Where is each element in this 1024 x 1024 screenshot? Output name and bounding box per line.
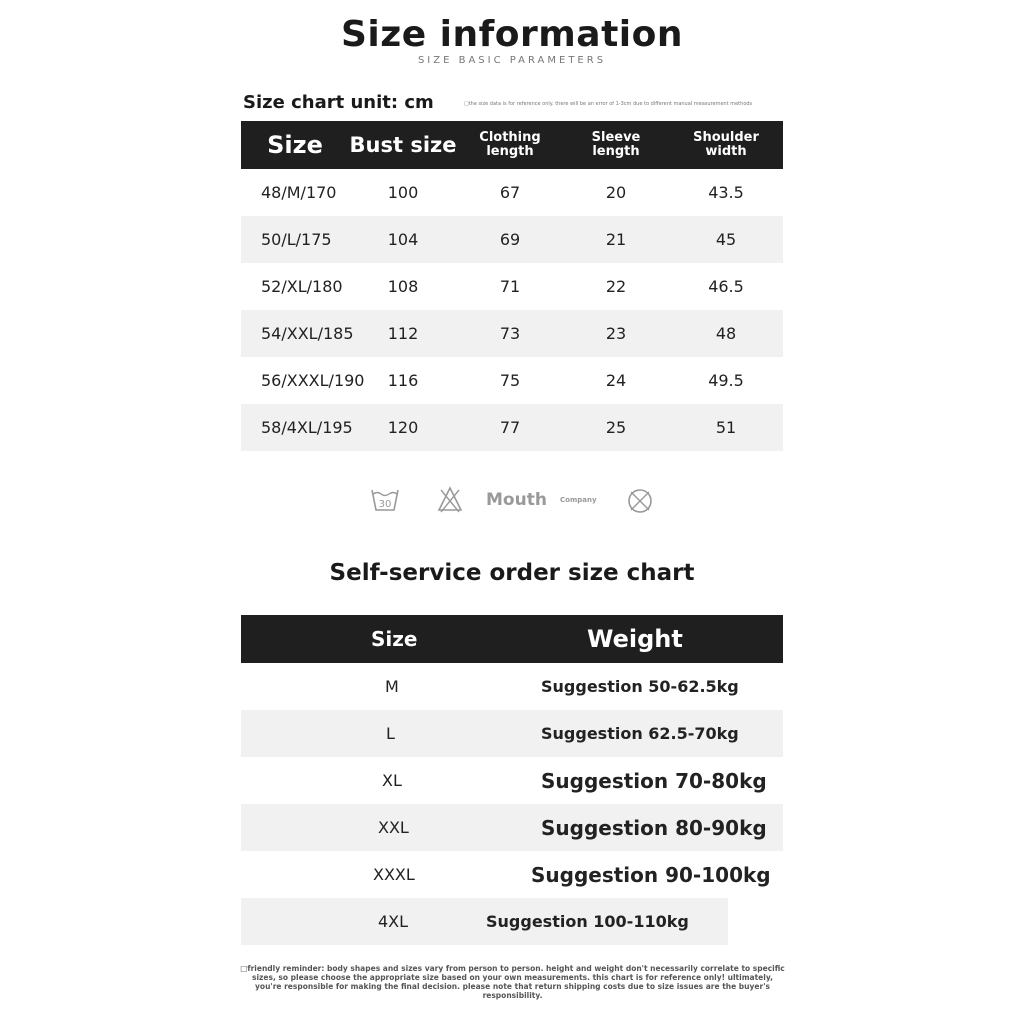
weight-cell: Suggestion 100-110kg [486,898,728,945]
header-clothing-length [457,121,563,169]
shoulder-cell: 46.5 [708,277,744,296]
table-row [241,663,783,710]
unit-label: Size chart unit: cm [243,92,434,113]
weight-cell: Suggestion 50-62.5kg [541,677,739,696]
header-sleeve-length-label: Sleeve length [591,130,641,159]
bust-cell: 100 [387,183,419,202]
wash-30-icon [370,482,400,518]
sleeve-cell: 24 [605,371,627,390]
length-cell: 69 [457,216,563,263]
order-chart-title: Self-service order size chart [329,560,695,586]
header-bust-size: Bust size [349,121,457,169]
table-row [241,898,783,945]
company-label: Company [560,496,597,504]
bust-cell: 116 [387,371,419,390]
table-row [241,404,783,451]
no-bleach-icon [437,482,463,518]
page-title: Size information [340,14,683,55]
sleeve-cell: 22 [605,277,627,296]
page-subtitle: SIZE BASIC PARAMETERS [417,55,607,66]
shoulder-cell: 51 [669,404,783,451]
size-cell: XXXL [373,865,415,884]
size-cell: M [385,677,399,696]
care-symbols [365,482,665,520]
table-row [241,263,783,310]
length-cell: 73 [457,310,563,357]
table-row [241,169,783,216]
size-cell: XL [382,771,402,790]
sleeve-cell: 23 [563,310,669,357]
size-cell: 58/4XL/195 [241,404,349,451]
shoulder-cell: 43.5 [708,183,744,202]
header-sleeve-length [563,121,669,169]
header-size: Size [241,121,349,169]
length-cell: 71 [499,277,521,296]
table-row [241,804,783,851]
bust-cell: 104 [349,216,457,263]
bust-cell: 112 [349,310,457,357]
bust-cell: 120 [349,404,457,451]
no-tumble-dry-icon [626,482,654,518]
header-shoulder-width-label: Shoulder width [693,130,759,159]
size-cell: 54/XXL/185 [241,310,349,357]
shoulder-cell: 49.5 [708,371,744,390]
size-cell: 4XL [241,898,541,945]
table-row [241,357,783,404]
disclaimer-note: □the size data is for reference only. there will be an error of 1-3cm due to different manual measurement methods [464,101,753,107]
sleeve-cell: 25 [563,404,669,451]
table-row [241,710,783,757]
weight-cell: Suggestion 80-90kg [541,804,783,851]
size-chart-table [241,121,783,451]
length-cell: 75 [499,371,521,390]
header-clothing-length-label: Clothing length [479,130,541,159]
shoulder-cell: 45 [669,216,783,263]
size-cell: 56/XXXL/190 [261,371,365,390]
size-cell: 48/M/170 [261,183,337,202]
bust-cell: 108 [387,277,419,296]
table-row [241,851,783,898]
table-row [241,310,783,357]
size-cell: XXL [241,804,541,851]
mouth-label: Mouth [486,490,547,510]
sleeve-cell: 21 [563,216,669,263]
header-shoulder-width [669,121,783,169]
size-cell: 52/XL/180 [261,277,343,296]
sleeve-cell: 20 [605,183,627,202]
friendly-reminder: □friendly reminder: body shapes and sizes vary from person to person. height and weight don't necessarily correlate to specific sizes, so please choose the appropriate size based on your own measurements. this chart is for reference only! ultimately, you're responsible for making the final decision. please note that return shipping costs due to size issues are the buyer's responsibility. [240,964,785,1000]
weight-cell: Suggestion 62.5-70kg [541,710,783,757]
table-row [241,757,783,804]
weight-cell: Suggestion 90-100kg [531,862,771,887]
header-size: Size [241,615,541,663]
size-cell: L [241,710,541,757]
weight-cell: Suggestion 70-80kg [541,768,767,793]
order-size-table [241,615,783,945]
length-cell: 67 [499,183,521,202]
size-cell: 50/L/175 [241,216,349,263]
length-cell: 77 [457,404,563,451]
svg-text:30: 30 [378,499,392,510]
shoulder-cell: 48 [669,310,783,357]
table-row [241,216,783,263]
order-table-header [241,615,783,663]
header-weight: Weight [541,615,783,663]
size-table-header [241,121,783,169]
